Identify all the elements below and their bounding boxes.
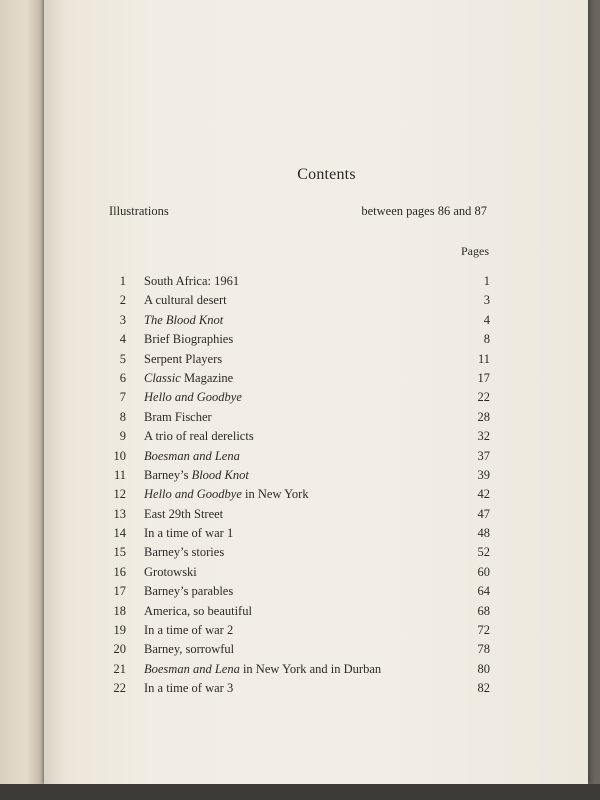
toc-entry [102,388,490,407]
chapter-number: 9 [119,429,126,444]
chapter-number: 16 [113,564,126,579]
page-number: 28 [477,409,490,424]
toc-entry [102,369,490,388]
chapter-number: 10 [113,448,126,463]
toc-entry [102,311,490,330]
book-page [44,0,588,784]
page-number: 11 [477,351,490,366]
chapter-title [144,311,223,330]
chapter-title-italic-part: Boesman and Lena [144,661,240,676]
toc-entry [102,291,490,310]
chapter-title-part: Barney’s [144,467,192,482]
facing-page-edge [0,0,44,800]
contents-page [44,0,588,784]
chapter-title [144,291,227,310]
chapter-number: 21 [113,661,126,676]
chapter-title [144,621,233,640]
toc-entry [102,640,490,659]
page-number: 60 [477,564,490,579]
chapter-title [144,466,249,485]
chapter-title-part: Serpent Players [144,351,223,366]
chapter-title-italic-part: Boesman and Lena [144,448,240,463]
chapter-title [144,660,381,679]
toc-entry [102,524,490,543]
chapter-title-part: Bram Fischer [144,409,212,424]
page-number: 32 [477,429,490,444]
chapter-title-part: East 29th Street [144,506,224,521]
toc-entry [102,272,490,291]
chapter-title [144,388,242,407]
chapter-title [144,563,197,582]
chapter-title [144,330,233,349]
page-number: 68 [477,603,490,618]
chapter-number: 8 [119,409,126,424]
chapter-number: 3 [119,312,126,327]
chapter-title [144,408,212,427]
chapter-title-part: In a time of war 3 [144,681,234,696]
toc-entry [102,602,490,621]
toc-entry [102,563,490,582]
chapter-title [144,543,224,562]
chapter-title-part: Barney’s parables [144,584,234,599]
toc-entry [102,543,490,562]
chapter-title [144,427,254,446]
chapter-number: 12 [113,487,126,502]
chapter-number: 1 [119,274,126,288]
chapter-number: 17 [113,584,126,599]
chapter-title-italic-part: The Blood Knot [144,312,224,327]
page-number: 22 [477,390,490,405]
toc-entry [102,621,490,640]
chapter-title-part: In a time of war 2 [144,623,234,638]
page-number: 64 [477,584,490,599]
chapter-number: 22 [113,681,126,696]
chapter-number: 7 [119,390,126,405]
chapter-number: 2 [119,293,126,308]
toc-entry [102,485,490,504]
chapter-title-italic-part: Hello and Goodbye [144,390,242,405]
toc-entry [102,330,490,349]
page-number: 48 [477,526,490,541]
chapter-number: 20 [113,642,126,657]
chapter-title-part: A cultural desert [144,293,227,308]
chapter-title [144,524,233,543]
chapter-title-part: in New York [241,487,309,502]
chapter-title-italic-part: Blood Knot [191,467,249,482]
page-number: 78 [477,642,490,657]
toc-entry [102,582,490,601]
chapter-title-part: South Africa: 1961 [144,274,240,288]
chapter-title [144,602,252,621]
page-number: 1 [483,274,490,288]
toc-entry [102,447,490,466]
chapter-title-part: America, so beautiful [144,603,252,618]
chapter-title-part: Brief Biographies [144,332,234,347]
chapter-number: 4 [119,332,126,347]
illustrations-label: Illustrations [109,204,169,218]
page-title: Contents [297,166,356,183]
page-number: 80 [477,661,490,676]
chapter-number: 6 [119,370,126,385]
page-number: 3 [483,293,490,308]
chapter-title [144,447,240,466]
illustrations-pages: between pages 86 and 87 [361,204,487,218]
page-number: 42 [477,487,490,502]
toc-entry [102,660,490,679]
toc-entry [102,350,490,369]
page-number: 37 [477,448,490,463]
page-number: 52 [477,545,490,560]
chapter-number: 15 [113,545,126,560]
chapter-title-part: in New York and in Durban [239,661,382,676]
page-number: 47 [477,506,490,521]
chapter-title [144,485,309,504]
toc-entry [102,466,490,485]
page-number: 17 [477,370,490,385]
page-number: 82 [477,681,490,696]
chapter-title [144,369,233,388]
chapter-title-italic-part: Classic [144,370,181,385]
chapter-title-part: A trio of real derelicts [144,429,254,444]
chapter-title-part: Barney, sorrowful [144,642,235,657]
chapter-title-part: Barney’s stories [144,545,225,560]
page-number: 39 [477,467,490,482]
chapter-title [144,350,222,369]
chapter-number: 11 [113,467,126,482]
chapter-title [144,272,239,291]
page-number: 4 [483,312,490,327]
chapter-number: 5 [119,351,126,366]
chapter-title [144,582,233,601]
page-number: 8 [483,332,490,347]
chapter-title-italic-part: Hello and Goodbye [144,487,242,502]
page-number: 72 [477,623,490,638]
toc-entry [102,679,490,698]
toc-entry [102,427,490,446]
chapter-number: 14 [113,526,126,541]
chapter-number: 19 [113,623,126,638]
chapter-title-part: Magazine [180,370,234,385]
chapter-title-part: Grotowski [144,564,197,579]
chapter-title [144,505,223,524]
chapter-title [144,679,233,698]
chapter-title-part: In a time of war 1 [144,526,234,541]
toc-entry [102,505,490,524]
chapter-number: 18 [113,603,126,618]
toc-list [102,272,490,699]
chapter-title [144,640,234,659]
chapter-number: 13 [113,506,126,521]
background-surface [0,784,600,800]
pages-column-header: Pages [461,244,489,258]
toc-entry [102,408,490,427]
